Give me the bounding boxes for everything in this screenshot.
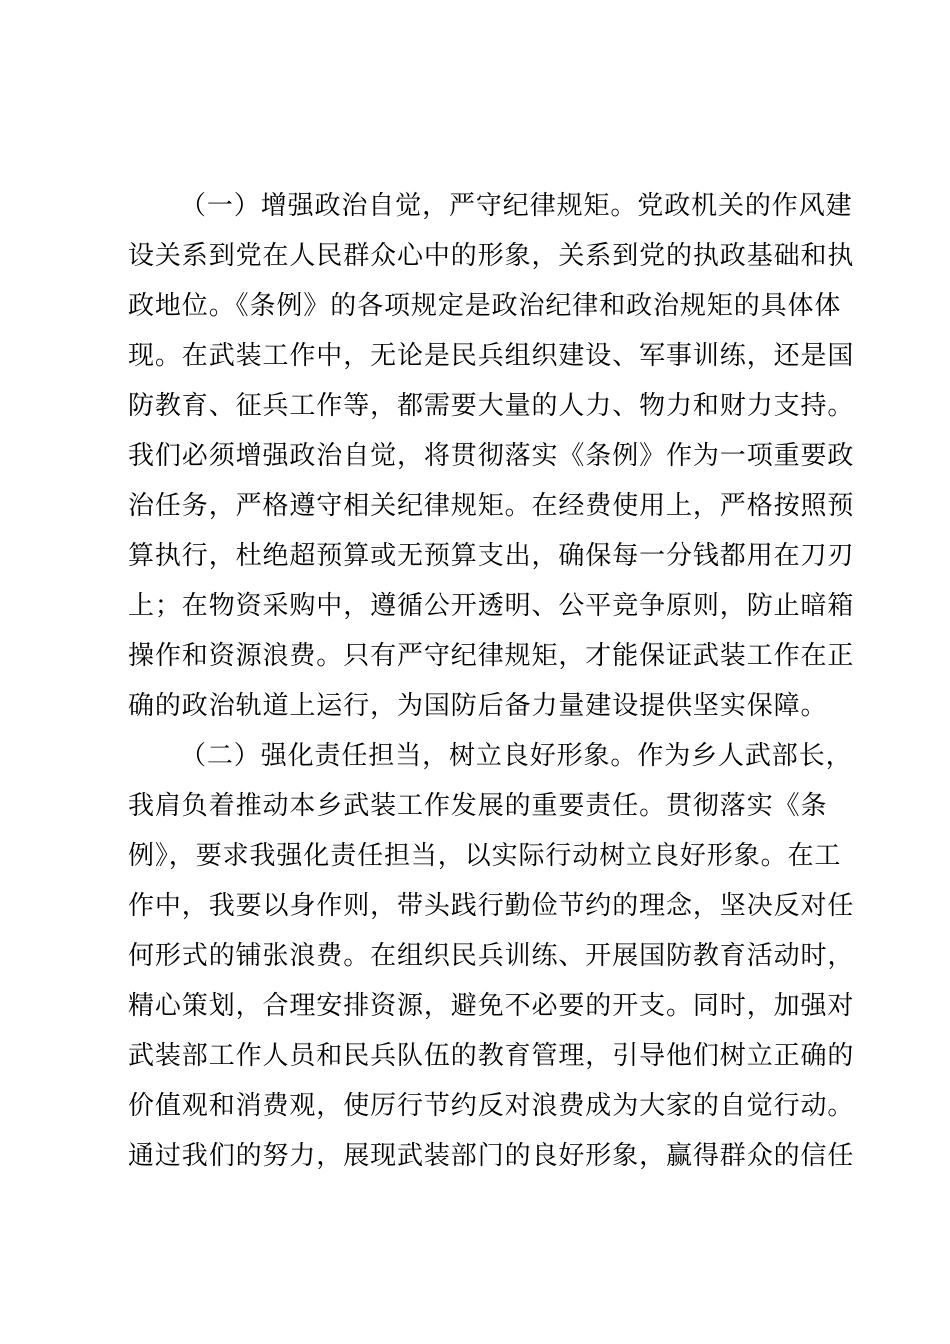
paragraph-2-line-9: 通过我们的努力，展现武装部门的良好形象，赢得群众的信任 (128, 1141, 855, 1171)
paragraph-1-line-6: 我们必须增强政治自觉，将贯彻落实《条例》作为一项重要政 (128, 441, 855, 471)
paragraph-1-line-1: （一）增强政治自觉，严守纪律规矩。党政机关的作风建 (180, 191, 853, 221)
paragraph-1-line-11: 确的政治轨道上运行，为国防后备力量建设提供坚实保障。 (128, 691, 828, 721)
paragraph-1-line-10: 操作和资源浪费。只有严守纪律规矩，才能保证武装工作在正 (128, 641, 855, 671)
paragraph-1-line-8: 算执行，杜绝超预算或无预算支出，确保每一分钱都用在刀刃 (128, 541, 855, 571)
paragraph-1-line-7: 治任务，严格遵守相关纪律规矩。在经费使用上，严格按照预 (128, 491, 855, 521)
paragraph-1-line-5: 防教育、征兵工作等，都需要大量的人力、物力和财力支持。 (128, 391, 855, 421)
paragraph-1-line-3: 政地位。《条例》的各项规定是政治纪律和政治规矩的具体体 (128, 291, 842, 321)
paragraph-2-line-2: 我肩负着推动本乡武装工作发展的重要责任。贯彻落实《条 (128, 791, 828, 821)
paragraph-2-line-8: 价值观和消费观，使厉行节约反对浪费成为大家的自觉行动。 (128, 1091, 855, 1121)
paragraph-2-line-3: 例》，要求我强化责任担当，以实际行动树立良好形象。在工 (128, 841, 842, 871)
paragraph-2-line-6: 精心策划，合理安排资源，避免不必要的开支。同时，加强对 (128, 991, 855, 1021)
paragraph-1-line-9: 上；在物资采购中，遵循公开透明、公平竞争原则，防止暗箱 (128, 591, 855, 621)
paragraph-2-line-1: （二）强化责任担当，树立良好形象。作为乡人武部长， (180, 741, 853, 771)
paragraph-1-line-4: 现。在武装工作中，无论是民兵组织建设、军事训练，还是国 (128, 341, 855, 371)
paragraph-2-line-5: 何形式的铺张浪费。在组织民兵训练、开展国防教育活动时， (128, 941, 855, 971)
body-text (128, 181, 855, 1181)
paragraph-2-line-4: 作中，我要以身作则，带头践行勤俭节约的理念，坚决反对任 (128, 891, 855, 921)
paragraph-2-line-7: 武装部工作人员和民兵队伍的教育管理，引导他们树立正确的 (128, 1041, 855, 1071)
paragraph-1-line-2: 设关系到党在人民群众心中的形象，关系到党的执政基础和执 (128, 241, 855, 271)
